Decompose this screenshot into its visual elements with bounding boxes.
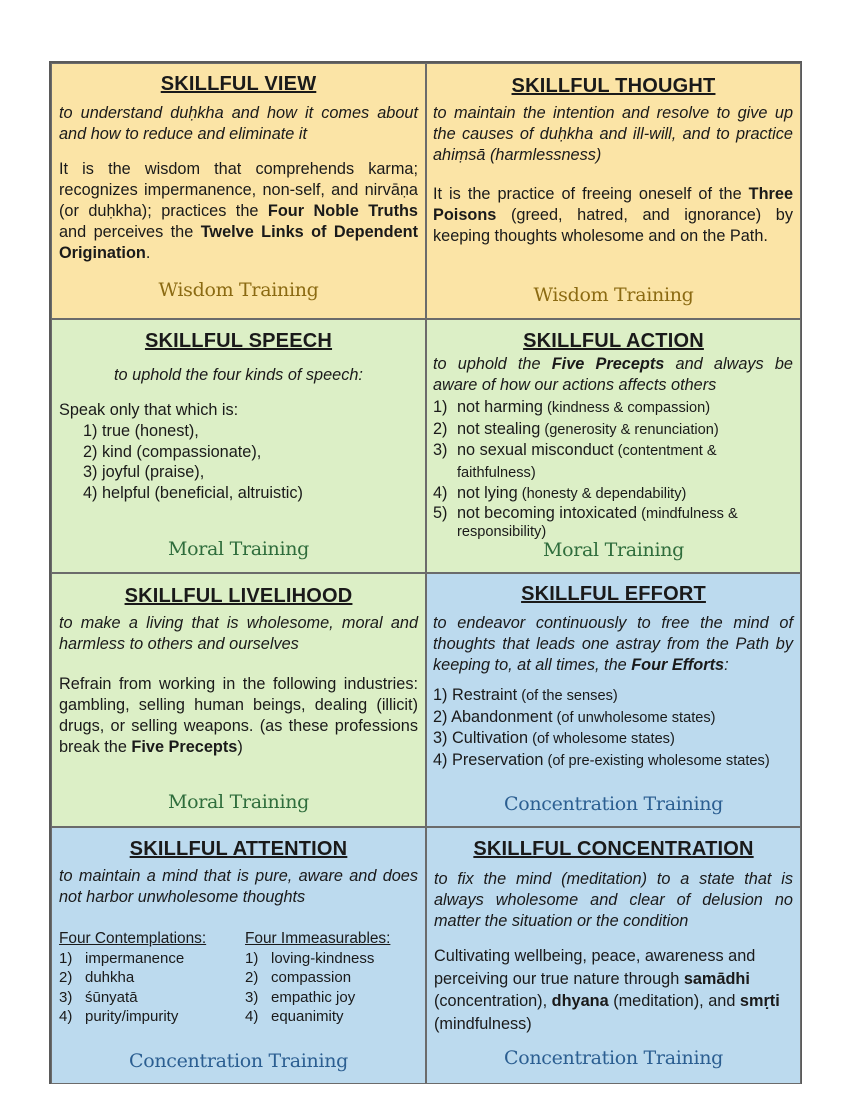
- list-item: 5) not becoming intoxicated (mindfulness & responsibility): [433, 503, 738, 540]
- cell-lead: to fix the mind (meditation) to a state that is always wholesome and clear of delusion no matter the situation or the condition: [434, 870, 793, 930]
- cell-body: It is the practice of freeing oneself of the Three Poisons (greed, hatred, and ignorance) by keeping thoughts wholesome and on the Path.: [433, 185, 793, 245]
- list-item: 2) compassion: [245, 969, 352, 986]
- cell-lead: to endeavor continuously to free the mind of thoughts that leads one astray from the Path by keeping to, at all times, the Four Efforts:: [433, 614, 793, 674]
- list-item: 4) helpful (beneficial, altruistic): [83, 483, 303, 502]
- cell-title: SKILLFUL VIEW: [160, 73, 317, 95]
- list-item: 1) Restraint (of the senses): [433, 686, 618, 704]
- skillful-concentration-cell: [426, 827, 801, 1084]
- precepts-list: [433, 397, 793, 541]
- skillful-livelihood-cell: [51, 573, 426, 827]
- training-label: Moral Training: [542, 539, 685, 561]
- list-item: 3) no sexual misconduct (contentment & faithfulness): [433, 441, 717, 481]
- skillful-attention-cell: [51, 827, 426, 1084]
- training-label: Wisdom Training: [533, 284, 694, 306]
- list-item: 2) Abandonment (of unwholesome states): [433, 707, 716, 726]
- cell-lead: to maintain a mind that is pure, aware and does not harbor unwholesome thoughts: [59, 867, 418, 906]
- cell-body: Cultivating wellbeing, peace, awareness and perceiving our true nature through samādhi (concentration), dhyana (meditation), and smṛti (mindfulness): [434, 947, 780, 1033]
- cell-lead: to uphold the four kinds of speech:: [114, 366, 363, 384]
- skillful-thought-cell: [426, 63, 801, 319]
- list-heading: Four Immeasurables:: [245, 930, 391, 947]
- list-item: 1) true (honest),: [83, 422, 199, 440]
- cell-lead: to understand duḥkha and how it comes about and how to reduce and eliminate it: [59, 104, 418, 143]
- efforts-list: [433, 685, 793, 771]
- cell-body: Refrain from working in the following industries: gambling, selling human beings, dealing (illicit) drugs, or selling weapons. (as these professions break the Five Precepts): [59, 675, 418, 756]
- list-item: 3) Cultivation (of wholesome states): [433, 729, 675, 748]
- immeasurables-list: [245, 929, 390, 1027]
- cell-title: SKILLFUL ACTION: [523, 330, 704, 352]
- cell-lead: to make a living that is wholesome, moral and harmless to others and ourselves: [59, 614, 418, 653]
- training-label: Concentration Training: [503, 1047, 724, 1069]
- training-label: Concentration Training: [128, 1050, 349, 1072]
- cell-title: SKILLFUL SPEECH: [144, 330, 333, 352]
- cell-title: SKILLFUL THOUGHT: [511, 75, 716, 97]
- list-item: 4) not lying (honesty & dependability): [433, 484, 687, 503]
- skillful-action-cell: [426, 319, 801, 573]
- speech-intro: Speak only that which is:: [59, 401, 239, 419]
- training-label: Moral Training: [167, 538, 310, 560]
- list-item: 3) śūnyatā: [59, 988, 138, 1006]
- list-item: 2) duhkha: [59, 969, 135, 986]
- skillful-speech-cell: [51, 319, 426, 573]
- training-label: Wisdom Training: [158, 279, 319, 301]
- cell-title: SKILLFUL CONCENTRATION: [473, 838, 754, 860]
- list-heading: Four Contemplations:: [59, 930, 207, 947]
- skillful-view-cell: [51, 63, 426, 319]
- cell-body: It is the wisdom that comprehends karma; recognizes impermanence, non-self, and nirvāṇa (or duḥkha); practices the Four Noble Truths and perceives the Twelve Links of Dependent Origination.: [59, 160, 418, 262]
- eightfold-path-grid: [49, 61, 802, 1084]
- training-label: Moral Training: [167, 791, 310, 813]
- cell-lead: to maintain the intention and resolve to give up the causes of duḥkha and ill-will, and to practice ahiṃsā (harmlessness): [433, 104, 793, 164]
- list-item: 4) equanimity: [245, 1008, 344, 1025]
- cell-title: SKILLFUL EFFORT: [521, 583, 706, 605]
- list-item: 3) joyful (praise),: [83, 463, 205, 482]
- speech-list: [83, 421, 418, 503]
- list-item: 1) impermanence: [59, 949, 185, 967]
- list-item: 1) loving-kindness: [245, 949, 375, 967]
- training-label: Concentration Training: [503, 793, 724, 815]
- list-item: 3) empathic joy: [245, 988, 356, 1006]
- list-item: 4) purity/impurity: [59, 1008, 179, 1025]
- list-item: 2) kind (compassionate),: [83, 442, 262, 461]
- cell-lead: to uphold the Five Precepts and always be aware of how our actions affects others: [433, 355, 793, 394]
- cell-title: SKILLFUL LIVELIHOOD: [124, 585, 353, 607]
- cell-title: SKILLFUL ATTENTION: [129, 838, 348, 860]
- list-item: 2) not stealing (generosity & renunciation): [433, 419, 719, 438]
- list-item: 1) not harming (kindness & compassion): [433, 398, 711, 416]
- skillful-effort-cell: [426, 573, 801, 827]
- list-item: 4) Preservation (of pre-existing wholesome states): [433, 750, 770, 769]
- contemplations-list: [59, 929, 206, 1027]
